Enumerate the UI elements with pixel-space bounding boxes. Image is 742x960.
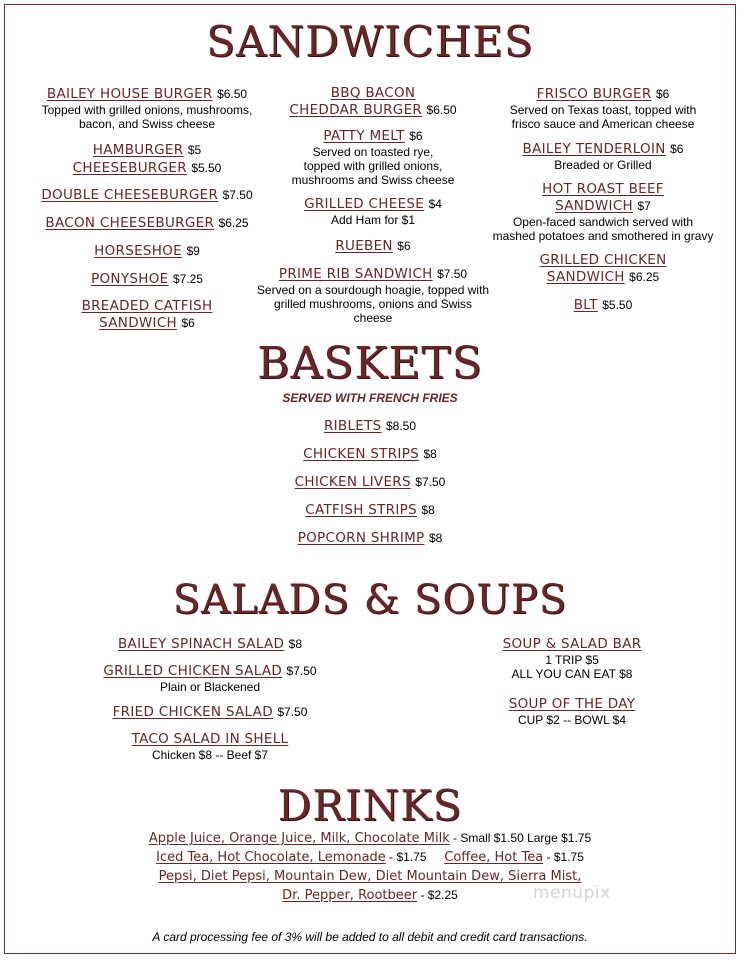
- menu-item: [85, 662, 335, 694]
- menu-item: [27, 242, 267, 260]
- menu-item: [85, 635, 335, 653]
- item-desc: 1 TRIP $5: [545, 653, 599, 667]
- item-name: BBQ BACON: [330, 85, 416, 101]
- item-price: $6: [397, 239, 411, 253]
- menu-item: [253, 127, 493, 187]
- item-name: CHICKEN LIVERS: [294, 474, 411, 490]
- item-desc: Add Ham for $1: [330, 213, 416, 227]
- menu-item: [85, 703, 335, 721]
- item-price: $4: [428, 197, 442, 211]
- item-name: PATTY MELT: [323, 128, 405, 144]
- menu-item: [5, 417, 735, 435]
- item-name: RIBLETS: [323, 418, 382, 434]
- item-name: SOUP OF THE DAY: [508, 696, 636, 712]
- item-price: $7.50: [277, 705, 308, 719]
- item-name: PRIME RIB SANDWICH: [278, 266, 433, 282]
- item-name: CHICKEN STRIPS: [303, 446, 420, 462]
- drink-names: Dr. Pepper, Rootbeer: [282, 888, 418, 903]
- item-desc: grilled mushrooms, onions and Swiss cheese: [273, 297, 473, 325]
- item-price: $7.25: [172, 272, 203, 286]
- card-fee-notice: A card processing fee of 3% will be added to all debit and credit card transactions.: [152, 930, 588, 944]
- menu-item: [5, 473, 735, 491]
- item-price: $6: [670, 142, 684, 156]
- salads-right: [467, 635, 677, 727]
- drink-price: - $2.25: [417, 888, 458, 902]
- item-name: RUEBEN: [335, 238, 393, 254]
- drinks-list: [5, 829, 735, 905]
- item-desc: Served on toasted rye,: [312, 145, 434, 159]
- menu-item: [27, 159, 267, 177]
- baskets-heading: BASKETS: [257, 338, 483, 389]
- item-name: HAMBURGER: [92, 142, 184, 158]
- item-name: FRISCO BURGER: [536, 86, 652, 102]
- menu-item: [27, 270, 267, 288]
- menu-item: [483, 181, 723, 243]
- menu-item: [483, 140, 723, 172]
- item-name: SANDWICH: [555, 198, 634, 214]
- item-price: $6: [181, 316, 195, 330]
- menu-item: [5, 529, 735, 547]
- item-price: $8: [288, 637, 303, 651]
- menu-item: [85, 730, 335, 762]
- sandwiches-col-1: [27, 85, 267, 332]
- menu-item: [467, 635, 677, 681]
- item-desc: CUP $2 -- BOWL $4: [517, 713, 627, 727]
- drinks-line: [5, 886, 735, 905]
- menu-item: [27, 186, 267, 204]
- sandwiches-col-3: [483, 85, 723, 314]
- item-price: $5: [187, 143, 202, 157]
- menu-item: [253, 237, 493, 255]
- item-name: BAILEY TENDERLOIN: [522, 141, 666, 157]
- item-name: POPCORN SHRIMP: [297, 530, 425, 546]
- menu-item: [27, 141, 267, 159]
- item-price: $7.50: [415, 475, 446, 489]
- item-price: $7: [637, 199, 651, 213]
- drink-names: Apple Juice, Orange Juice, Milk, Chocolate Milk: [148, 831, 450, 846]
- menu-item: [483, 296, 723, 314]
- sandwiches-heading: SANDWICHES: [206, 17, 534, 66]
- menu-item: [483, 85, 723, 131]
- item-price: $9: [186, 244, 200, 258]
- baskets-list: [5, 391, 735, 547]
- item-name: BREADED CATFISH: [81, 298, 213, 314]
- item-desc: mushrooms and Swiss cheese: [291, 173, 455, 187]
- item-name: SANDWICH: [99, 315, 178, 331]
- item-name: HOT ROAST BEEF: [542, 181, 664, 197]
- item-name: GRILLED CHEESE: [304, 196, 425, 212]
- item-name: HORSESHOE: [94, 243, 183, 259]
- drinks-heading: DRINKS: [277, 781, 463, 830]
- drink-price: - Small $1.50 Large $1.75: [449, 831, 592, 845]
- item-name: FRIED CHICKEN SALAD: [112, 704, 273, 720]
- menu-page: [4, 4, 736, 954]
- item-price: $6: [409, 129, 423, 143]
- drink-price: - $1.75: [385, 850, 427, 864]
- item-name: TACO SALAD IN SHELL: [131, 731, 289, 747]
- item-price: $6.25: [629, 270, 660, 284]
- item-name: SOUP & SALAD BAR: [502, 636, 642, 652]
- drink-names: Coffee, Hot Tea: [444, 850, 544, 865]
- menu-item: [253, 195, 493, 227]
- menupix-watermark: menupix: [533, 883, 611, 903]
- item-desc: Breaded or Grilled: [554, 158, 652, 172]
- menu-item: [27, 214, 267, 232]
- drinks-line: [5, 848, 735, 867]
- item-price: $7.50: [437, 267, 468, 281]
- item-desc: Open-faced sandwich served with: [512, 215, 694, 229]
- menu-item: [253, 85, 493, 119]
- item-price: $7.50: [222, 188, 253, 202]
- item-price: $8: [421, 503, 435, 517]
- item-name: BLT: [573, 297, 598, 313]
- item-desc: Served on Texas toast, topped with: [509, 103, 697, 117]
- item-desc: ALL YOU CAN EAT $8: [511, 667, 633, 681]
- menu-item: [27, 298, 267, 332]
- item-price: $8: [423, 447, 437, 461]
- item-desc: topped with grilled onions,: [303, 159, 443, 173]
- drink-names: Pepsi, Diet Pepsi, Mountain Dew, Diet Mountain Dew, Sierra Mist,: [158, 869, 582, 884]
- item-name: GRILLED CHICKEN: [539, 252, 667, 268]
- menu-item: [253, 265, 493, 325]
- item-name: BAILEY HOUSE BURGER: [46, 86, 213, 102]
- item-name: CATFISH STRIPS: [305, 502, 417, 518]
- item-price: $5.50: [602, 298, 633, 312]
- item-name: GRILLED CHICKEN SALAD: [103, 663, 283, 679]
- item-price: $6: [655, 87, 670, 101]
- item-name: CHEDDAR BURGER: [289, 102, 423, 118]
- drink-price: - $1.75: [543, 850, 584, 864]
- drinks-line: [5, 829, 735, 848]
- item-price: $7.50: [286, 664, 317, 678]
- item-name: SANDWICH: [546, 269, 625, 285]
- menu-item: [467, 695, 677, 727]
- item-name: CHEESEBURGER: [72, 160, 187, 176]
- baskets-subtitle: SERVED WITH FRENCH FRIES: [282, 391, 458, 405]
- item-desc: Served on a sourdough hoagie, topped with: [256, 283, 490, 297]
- sandwiches-col-2: [253, 85, 493, 325]
- item-price: $8.50: [386, 419, 417, 433]
- item-price: $6.50: [426, 103, 457, 117]
- item-name: BAILEY SPINACH SALAD: [117, 636, 285, 652]
- menu-item: [5, 445, 735, 463]
- menu-item: [27, 85, 267, 131]
- item-name: PONYSHOE: [91, 271, 169, 287]
- menu-item: [5, 501, 735, 519]
- item-name: BACON CHEESEBURGER: [45, 215, 215, 231]
- item-desc: Chicken $8 -- Beef $7: [151, 748, 269, 762]
- item-price: $6.25: [218, 216, 249, 230]
- menu-item: [483, 252, 723, 286]
- salads-left: [85, 635, 335, 762]
- drinks-line: [5, 867, 735, 886]
- item-desc: frisco sauce and American cheese: [511, 117, 695, 131]
- item-price: $6.50: [217, 87, 248, 101]
- salads-heading: SALADS & SOUPS: [172, 577, 568, 623]
- item-desc: mashed potatoes and smothered in gravy: [492, 229, 714, 243]
- item-desc: bacon, and Swiss cheese: [78, 117, 216, 131]
- item-price: $5.50: [191, 161, 222, 175]
- item-desc: Topped with grilled onions, mushrooms,: [41, 103, 253, 117]
- item-desc: Plain or Blackened: [159, 680, 261, 694]
- item-price: $8: [428, 531, 443, 545]
- drink-names: Iced Tea, Hot Chocolate, Lemonade: [156, 850, 386, 865]
- item-name: DOUBLE CHEESEBURGER: [41, 187, 219, 203]
